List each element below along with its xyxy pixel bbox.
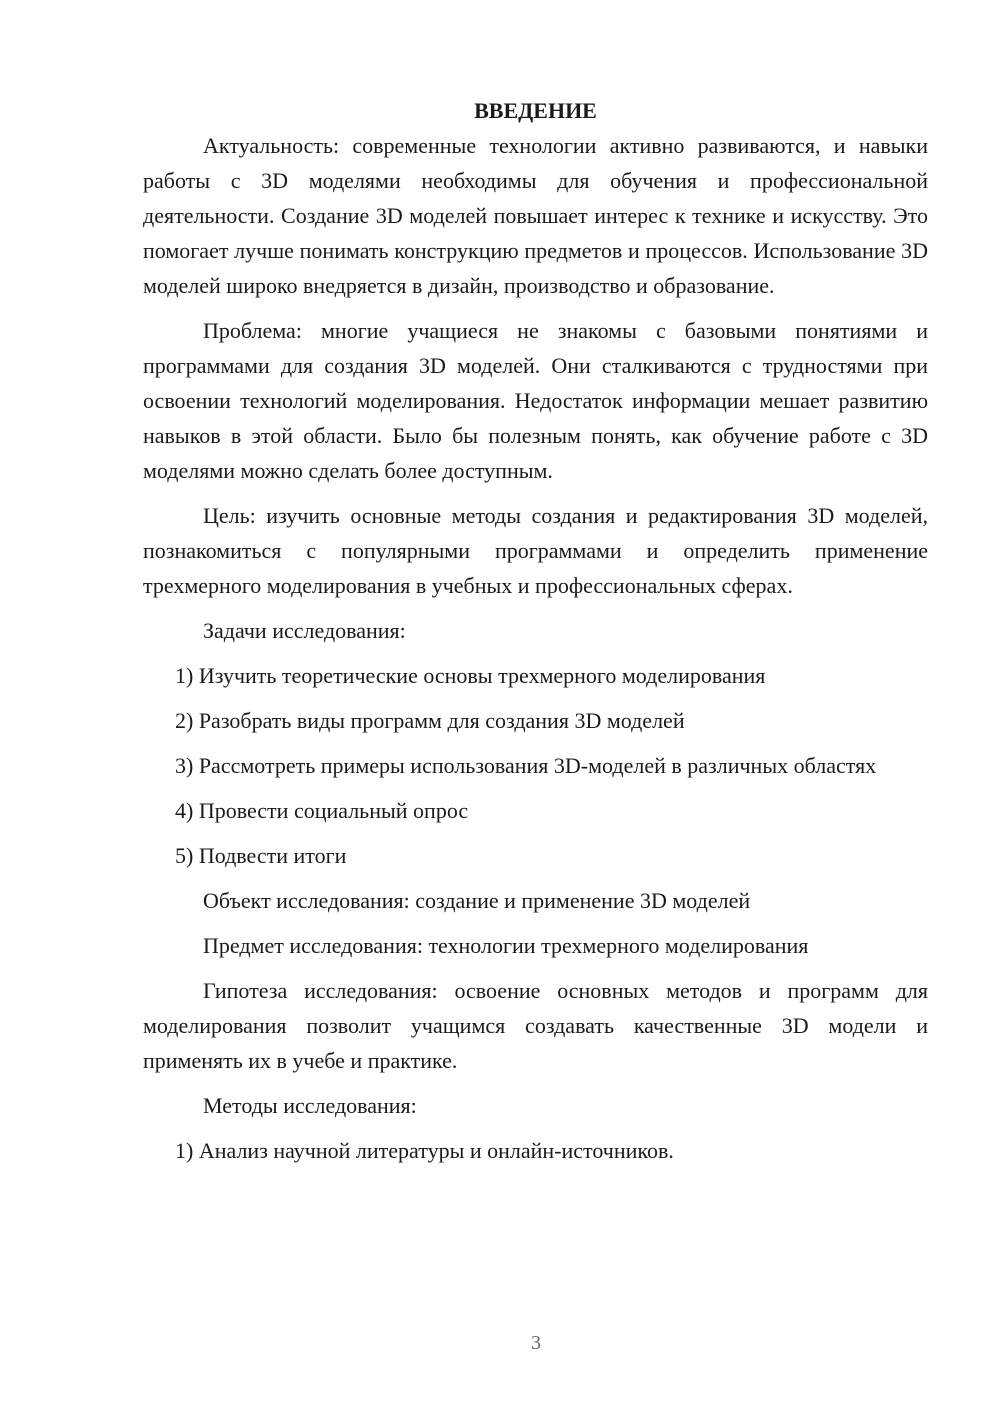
research-hypothesis: Гипотеза исследования: освоение основных методов и программ для моделирования позволит учащимся создавать качественные 3D модели и применять их в учебе и практике.: [143, 978, 928, 1073]
tasks-heading: Задачи исследования:: [203, 618, 406, 643]
task-item-5: 5) Подвести итоги: [175, 843, 347, 868]
task-item-4: 4) Провести социальный опрос: [175, 798, 469, 823]
page-content: [143, 93, 928, 1178]
research-subject: Предмет исследования: технологии трехмерного моделирования: [203, 933, 809, 958]
task-item-2: 2) Разобрать виды программ для создания 3D моделей: [175, 708, 685, 733]
section-title: ВВЕДЕНИЕ: [474, 98, 597, 123]
paragraph-goal: Цель: изучить основные методы создания и редактирования 3D моделей, познакомиться с популярными программами и определить применение трехмерного моделирования в учебных и профессиональных сферах.: [143, 503, 928, 598]
page-number: 3: [531, 1332, 541, 1354]
task-item-1: 1) Изучить теоретические основы трехмерного моделирования: [175, 663, 766, 688]
methods-heading: Методы исследования:: [203, 1093, 417, 1118]
paragraph-relevance: Актуальность: современные технологии активно развиваются, и навыки работы с 3D моделями необходимы для обучения и профессиональной деятельности. Создание 3D моделей повышает интерес к технике и искусству. Это помогает лучше понимать конструкцию предметов и процессов. Использование 3D моделей широко внедряется в дизайн, производство и образование.: [143, 133, 928, 298]
research-object: Объект исследования: создание и применение 3D моделей: [203, 888, 751, 913]
paragraph-problem: Проблема: многие учащиеся не знакомы с базовыми понятиями и программами для создания 3D моделей. Они сталкиваются с трудностями при освоении технологий моделирования. Недостаток информации мешает развитию навыков в этой области. Было бы полезным понять, как обучение работе с 3D моделями можно сделать более доступным.: [143, 318, 928, 483]
method-item-1: 1) Анализ научной литературы и онлайн-источников.: [175, 1138, 674, 1163]
task-item-3: 3) Рассмотреть примеры использования 3D-моделей в различных областях: [175, 753, 877, 778]
